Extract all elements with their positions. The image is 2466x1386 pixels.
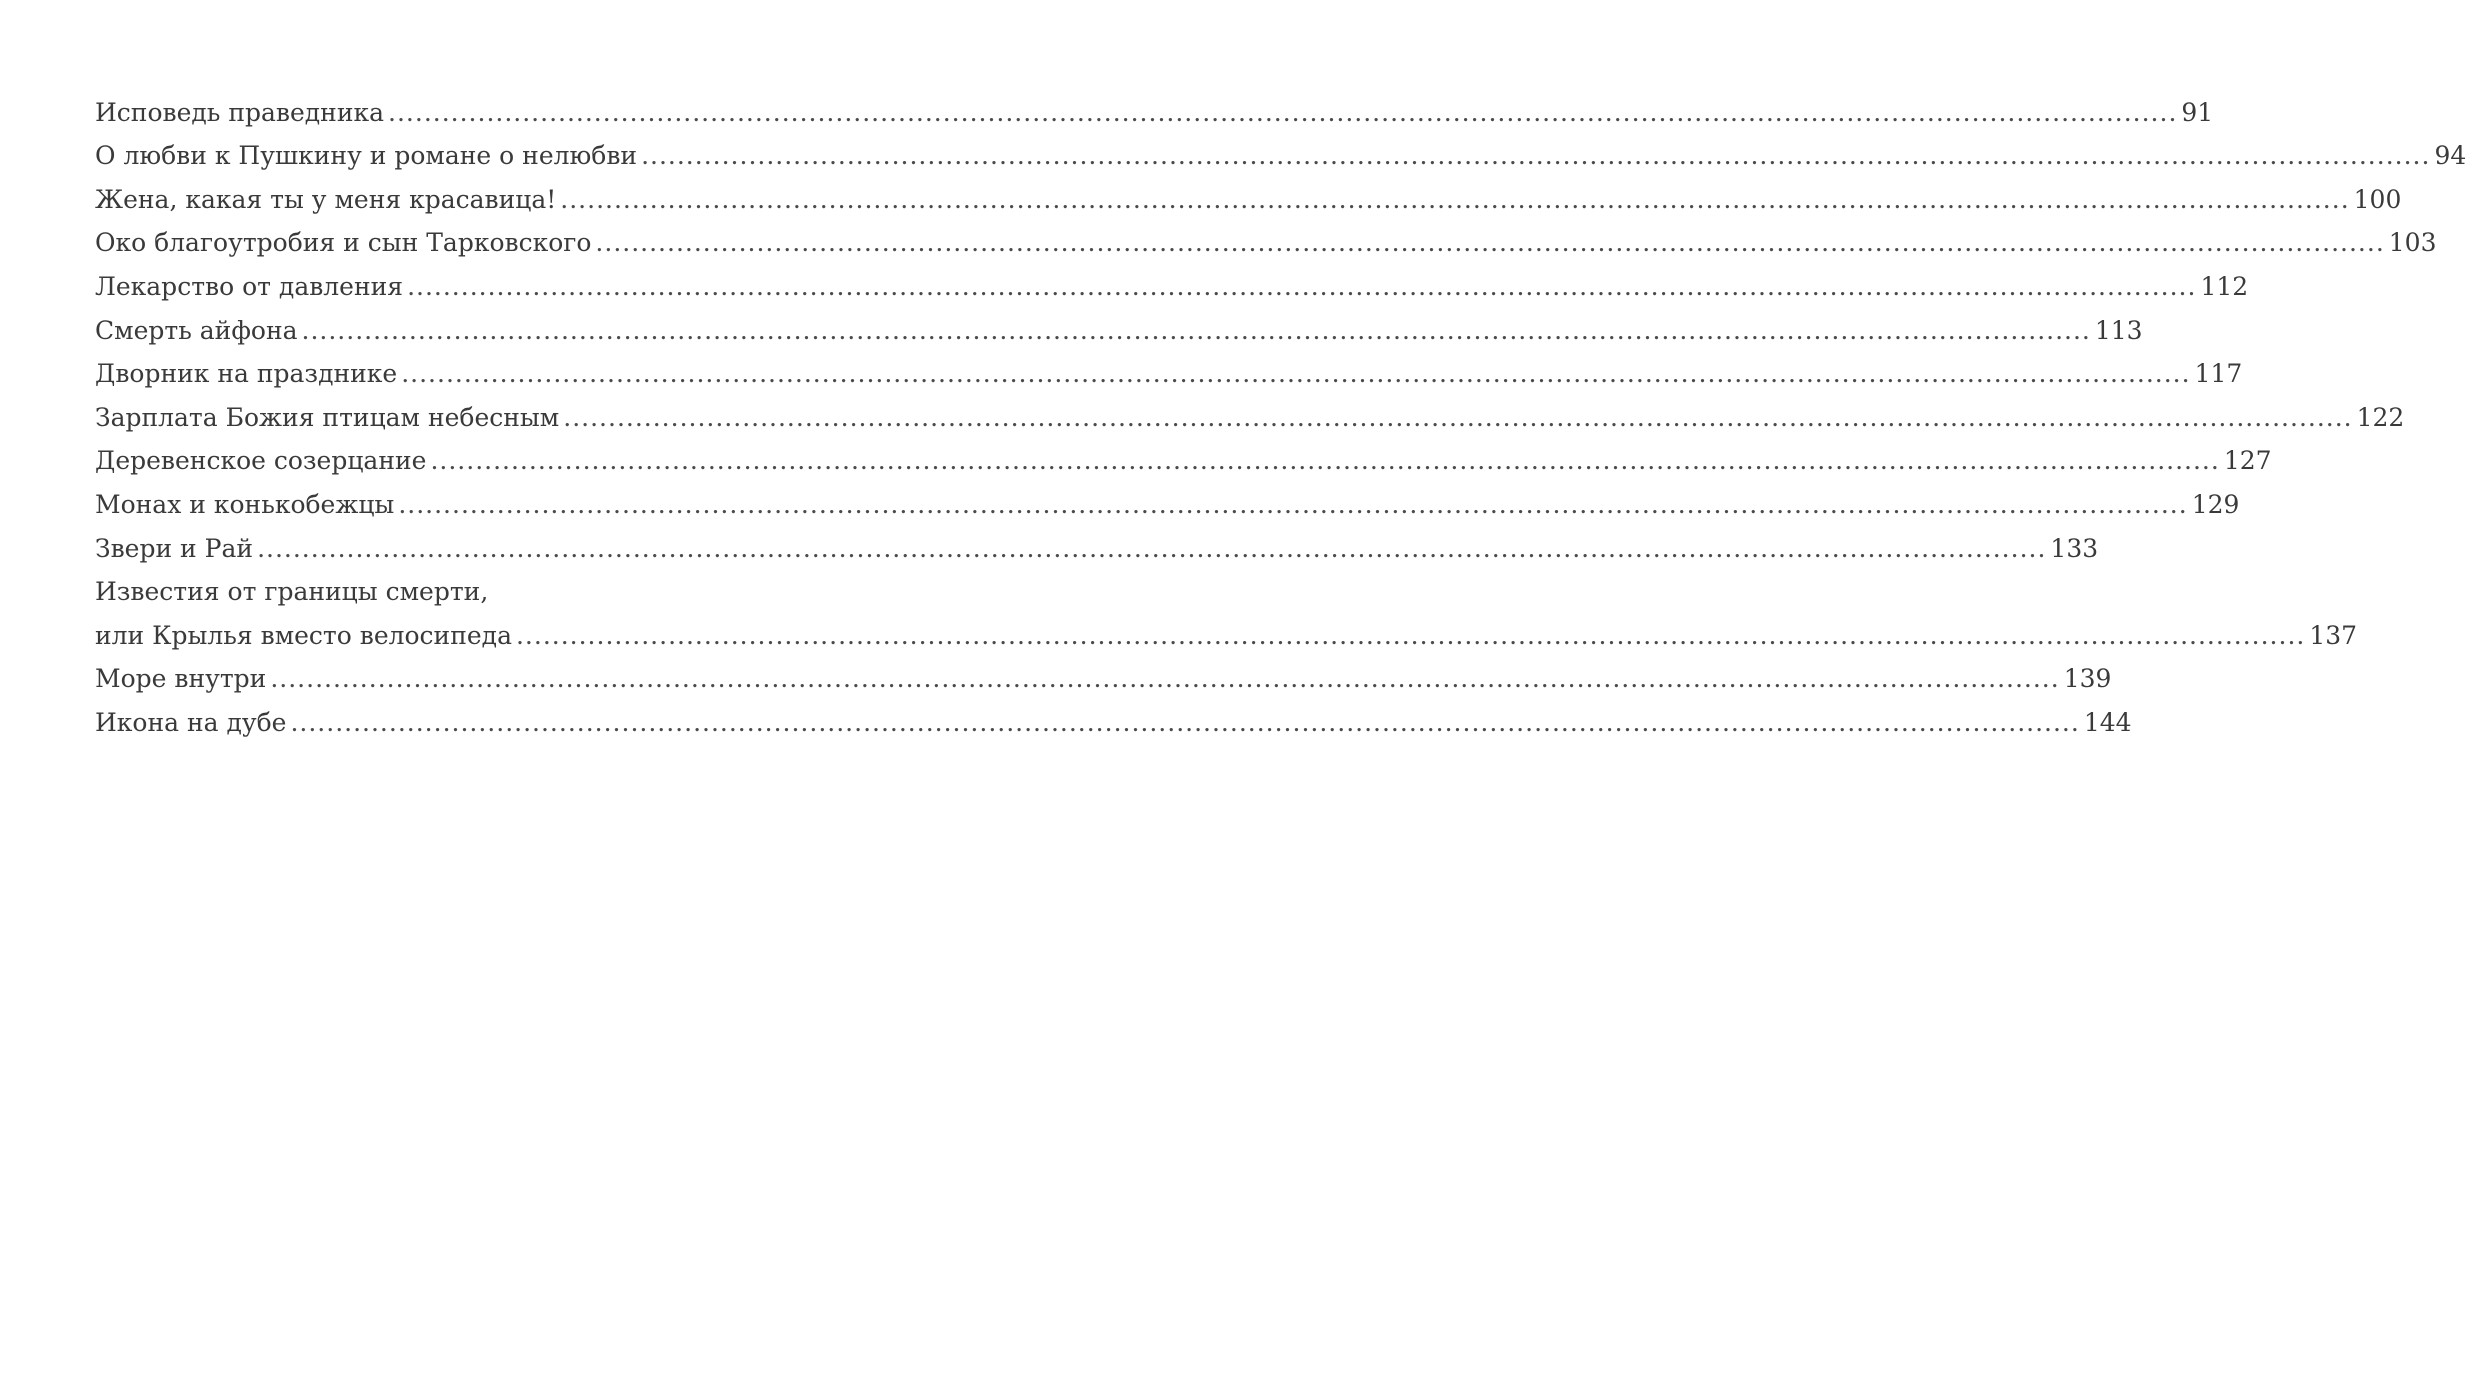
toc-entry-title: Исповедь праведника [95, 97, 385, 127]
toc-entry [95, 606, 2358, 650]
toc-entry [95, 301, 2143, 345]
toc-entry-page: 122 [2356, 402, 2405, 432]
toc-entry-title: Лекарство от давления [95, 271, 404, 301]
toc-dot-leader: ........................................................................................................................................................................................................ [515, 620, 2306, 650]
toc-entry-title: Жена, какая ты у меня красавица! [95, 184, 557, 214]
toc-dot-leader: ........................................................................................................................................................................................................ [398, 489, 2188, 519]
toc-entry-first-line [95, 563, 803, 607]
toc-entry [95, 519, 2099, 563]
toc-entry-title: Икона на дубе [95, 707, 287, 737]
toc-entry [95, 693, 2132, 737]
toc-entry-title: Око благоутробия и сын Тарковского [95, 228, 592, 258]
toc-entry-page: 91 [2181, 97, 2214, 127]
toc-dot-leader: ........................................................................................................................................................................................................ [301, 315, 2091, 345]
toc-dot-leader: ........................................................................................................................................................................................................ [560, 184, 2350, 214]
toc-entry-page: 117 [2194, 359, 2243, 389]
toc-entry-title: Известия от границы смерти, [95, 577, 489, 607]
toc-dot-leader: ........................................................................................................................................................................................................ [270, 664, 2060, 694]
toc-entry-page: 112 [2200, 271, 2249, 301]
toc-entry-title: или Крылья вместо велосипеда [95, 620, 512, 650]
toc-entry [95, 388, 2405, 432]
toc-dot-leader: ........................................................................................................................................................................................................ [407, 271, 2197, 301]
toc-entry [95, 475, 2240, 519]
toc-entry-title: Зарплата Божия птицам небесным [95, 402, 560, 432]
toc-entry-title: Деревенское созерцание [95, 446, 427, 476]
toc-entry-title: Море внутри [95, 664, 267, 694]
toc-dot-leader: ........................................................................................................................................................................................................ [401, 359, 2191, 389]
toc-entry [95, 345, 2243, 389]
toc-entry [95, 170, 2402, 214]
table-of-contents [95, 83, 2466, 737]
toc-entry-page: 100 [2353, 184, 2402, 214]
toc-entry-title: Звери и Рай [95, 533, 254, 563]
toc-dot-leader: ........................................................................................................................................................................................................ [257, 533, 2047, 563]
toc-dot-leader: ........................................................................................................................................................................................................ [641, 141, 2431, 171]
toc-entry [95, 432, 2272, 476]
toc-entry-page: 127 [2223, 446, 2272, 476]
toc-dot-leader: ........................................................................................................................................................................................................ [563, 402, 2353, 432]
toc-dot-leader: ........................................................................................................................................................................................................ [290, 707, 2080, 737]
toc-entry-page: 137 [2309, 620, 2358, 650]
toc-entry-page: 94 [2434, 141, 2466, 171]
toc-entry [95, 257, 2249, 301]
toc-dot-leader: ........................................................................................................................................................................................................ [388, 97, 2178, 127]
toc-entry-title: Дворник на празднике [95, 359, 398, 389]
toc-entry-page: 133 [2050, 533, 2099, 563]
toc-entry [95, 214, 2437, 258]
toc-entry-title: Смерть айфона [95, 315, 298, 345]
toc-entry-page: 113 [2094, 315, 2143, 345]
toc-dot-leader: ........................................................................................................................................................................................................ [595, 228, 2385, 258]
toc-entry [95, 83, 2214, 127]
toc-entry-page: 129 [2191, 489, 2240, 519]
toc-entry-page: 103 [2388, 228, 2437, 258]
toc-entry-page: 144 [2083, 707, 2132, 737]
toc-entry [95, 127, 2466, 171]
toc-entry-page: 139 [2063, 664, 2112, 694]
toc-entry-title: Монах и конькобежцы [95, 489, 395, 519]
toc-dot-leader: ........................................................................................................................................................................................................ [430, 446, 2220, 476]
toc-entry-title: О любви к Пушкину и романе о нелюбви [95, 141, 638, 171]
toc-entry [95, 650, 2112, 694]
